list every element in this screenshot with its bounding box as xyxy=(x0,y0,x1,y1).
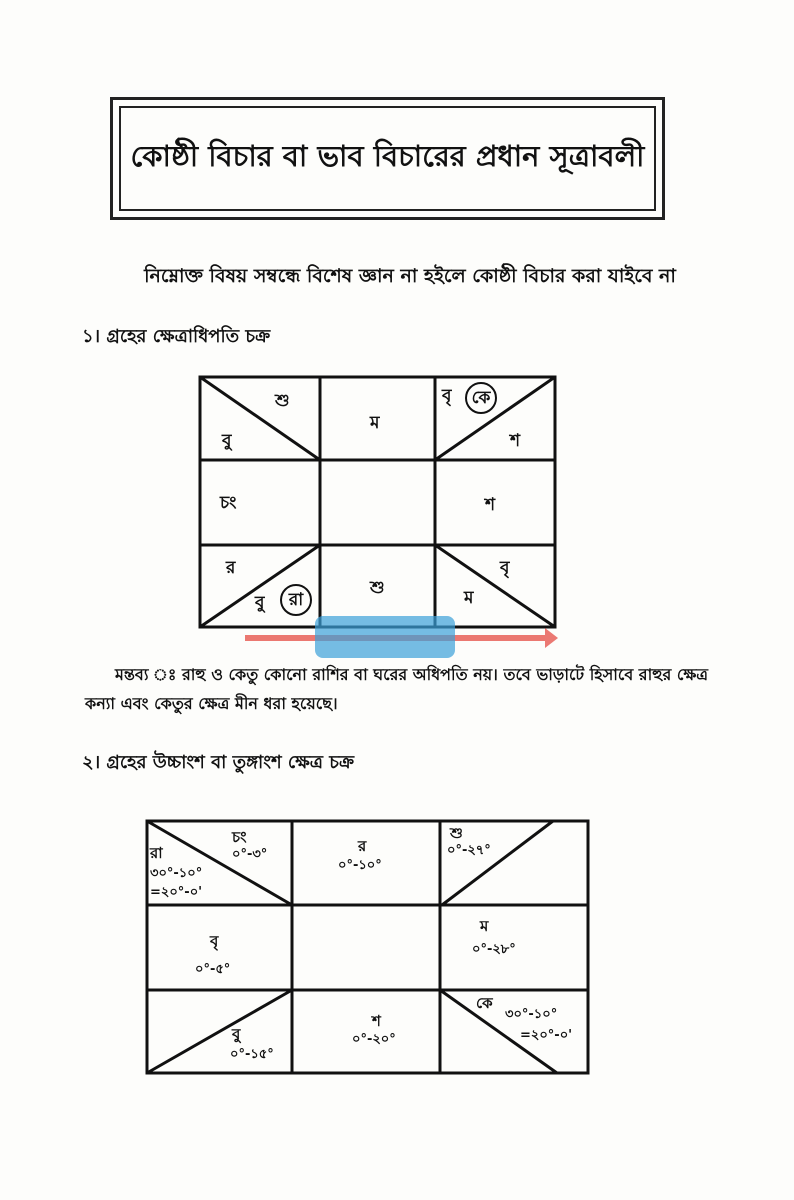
c1-tr-upper: বৃ xyxy=(442,386,452,406)
note-paragraph: মন্তব্য ঃ রাহু ও কেতু কোনো রাশির বা ঘরের অধিপতি নয়। তবে ভাড়াটে হিসাবে রাহুর ক্ষেত্র কন্যা এবং কেতুর ক্ষেত্র মীন ধরা হয়েছে। xyxy=(85,665,709,713)
c1-tr-circled: কে xyxy=(465,382,497,414)
c2-tl-upper-planet: চং xyxy=(232,828,247,846)
c1-mr: শ xyxy=(485,495,496,515)
c2-tm-deg: ০°-১০° xyxy=(338,858,382,873)
c1-tr-lower: শ xyxy=(510,431,521,451)
c1-bm: শু xyxy=(370,578,385,598)
c2-bl-planet: বু xyxy=(232,1025,241,1043)
subtitle: নিম্নোক্ত বিষয় সম্বন্ধে বিশেষ জ্ঞান না হইলে কোষ্ঠী বিচার করা যাইবে না xyxy=(144,265,676,287)
c2-tl-lower-planet: রা xyxy=(150,844,163,862)
c2-tl-lower-deg1: ৩০°-১০° xyxy=(150,866,203,881)
c2-br-deg2: =২০°-০' xyxy=(520,1028,573,1043)
c2-bm-deg: ০°-২০° xyxy=(352,1032,396,1047)
c2-mr-planet: ম xyxy=(480,917,489,935)
c1-bl-upper: র xyxy=(226,558,236,578)
c2-mr-deg: ০°-২৮° xyxy=(472,942,516,957)
section2-heading: ২। গ্রহের উচ্চাংশ বা তুঙ্গাংশ ক্ষেত্র চক্র xyxy=(82,752,355,773)
c1-bl-lower: বু xyxy=(255,593,265,613)
c1-tl-upper: শু xyxy=(275,391,290,411)
c2-br-deg1: ৩০°-১০° xyxy=(505,1007,558,1022)
section1-heading: ১। গ্রহের ক্ষেত্রাধিপতি চক্র xyxy=(82,326,271,347)
c2-tm-planet: র xyxy=(358,837,367,855)
c1-tl-lower: বু xyxy=(222,431,232,451)
c1-br-lower: ম xyxy=(462,585,475,613)
c2-br-planet: কে xyxy=(476,994,493,1012)
c1-tm: ম xyxy=(370,413,380,433)
c2-tr-deg: ০°-২৭° xyxy=(447,843,491,858)
watermark-arrow-logo xyxy=(240,612,560,660)
c2-tl-upper-deg: ০°-৩° xyxy=(232,847,268,862)
c1-bl-circled: রা xyxy=(280,584,312,616)
c2-bl-deg: ০°-১৫° xyxy=(230,1047,274,1062)
c2-ml-planet: বৃ xyxy=(210,932,219,950)
page-title: কোষ্ঠী বিচার বা ভাব বিচারের প্রধান সূত্রাবলী xyxy=(119,106,656,211)
c2-bm-planet: শ xyxy=(372,1012,381,1030)
c2-tr-planet: শু xyxy=(450,824,463,842)
c1-br-upper: বৃ xyxy=(500,558,510,578)
c2-ml-deg: ০°-৫° xyxy=(195,962,231,977)
c1-ml: চং xyxy=(220,493,237,513)
c2-tl-lower-deg2: =২০°-০' xyxy=(150,885,203,900)
